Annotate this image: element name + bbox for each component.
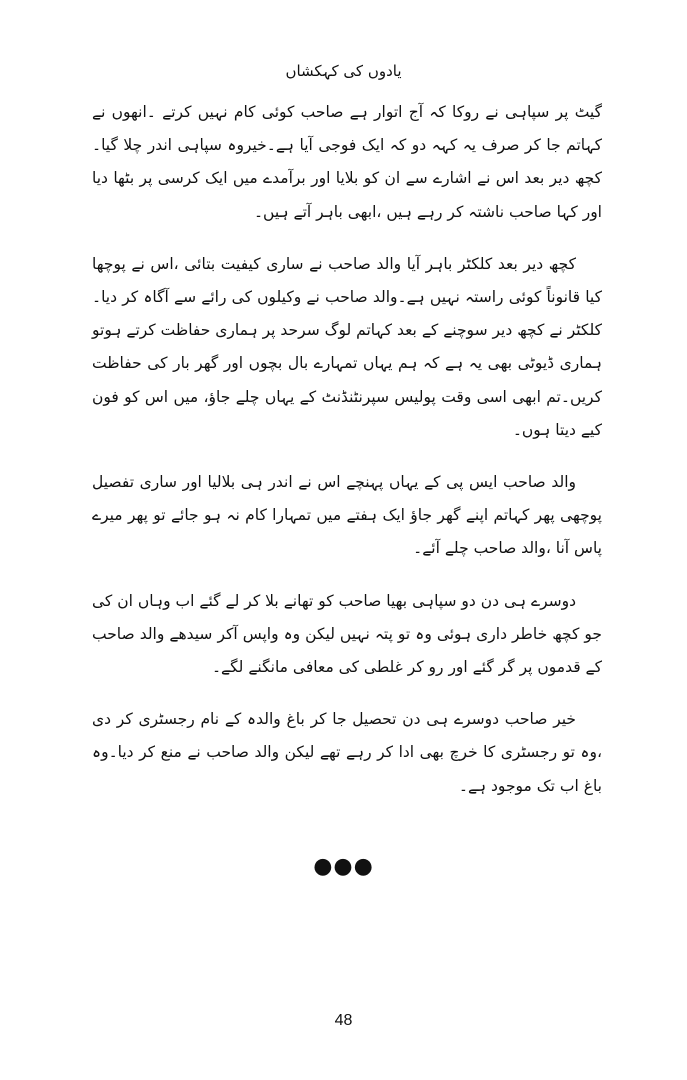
paragraph: دوسرے ہی دن دو سپاہی بھیا صاحب کو تھانے بلا کر لے گئے اب وہاں ان کی جو کچھ خاطر داری ہوئی وہ تو پتہ نہیں لیکن وہ واپس آکر سیدھے والد صاحب کے قدموں پر گر گئے اور رو کر غلطی کی معافی مانگنے لگے۔ — [92, 591, 602, 677]
paragraph: خیر صاحب دوسرے ہی دن تحصیل جا کر باغ والدہ کے نام رجسٹری کر دی ،وہ تو رجسٹری کا خرچ بھی ادا کر رہے تھے لیکن والد صاحب نے منع کر دیا۔وہ باغ اب تک موجود ہے۔ — [92, 710, 602, 795]
page-number: 48 — [334, 1012, 353, 1029]
running-head: یادوں کی کہکشاں — [285, 62, 402, 80]
paragraph: والد صاحب ایس پی کے یہاں پہنچے اس نے اندر ہی بلالیا اور ساری تفصیل پوچھی پھر کہاتم اپنے گھر جاؤ ایک ہفتے میں تمہارا کام نہ ہو جائے تو پھر میرے پاس آنا ،والد صاحب چلے آئے۔ — [92, 473, 602, 558]
section-break-ornament: ●●● — [313, 854, 374, 879]
body-text — [92, 96, 602, 822]
paragraph: کچھ دیر بعد کلکٹر باہر آیا والد صاحب نے ساری کیفیت بتائی ،اس نے پوچھا کیا قانوناً کوئی راستہ نہیں ہے۔والد صاحب نے وکیلوں کی رائے سے آگاہ کر دیا۔کلکٹر نے کچھ دیر سوچنے کے بعد کہاتم لوگ سرحد پر ہماری حفاظت کرتے ہوتو ہماری ڈیوٹی بھی یہ ہے کہ ہم یہاں تمہارے بال بچوں اور گھر بار کی حفاظت کریں۔تم ابھی اسی وقت پولیس سپرنٹنڈنٹ کے یہاں چلے جاؤ، میں اس کو فون کیے دیتا ہوں۔ — [92, 254, 602, 439]
paragraph: گیٹ پر سپاہی نے روکا کہ آج اتوار ہے صاحب کوئی کام نہیں کرتے ۔انھوں نے کہاتم جا کر صرف یہ کہہ دو کہ ایک فوجی آیا ہے۔خیروہ سپاہی اندر چلا گیا۔کچھ دیر بعد اس نے اشارے سے ان کو بلایا اور برآمدے میں ایک کرسی پر بٹھا دیا اور کہا صاحب ناشتہ کر رہے ہیں ،ابھی باہر آتے ہیں۔ — [92, 103, 602, 221]
